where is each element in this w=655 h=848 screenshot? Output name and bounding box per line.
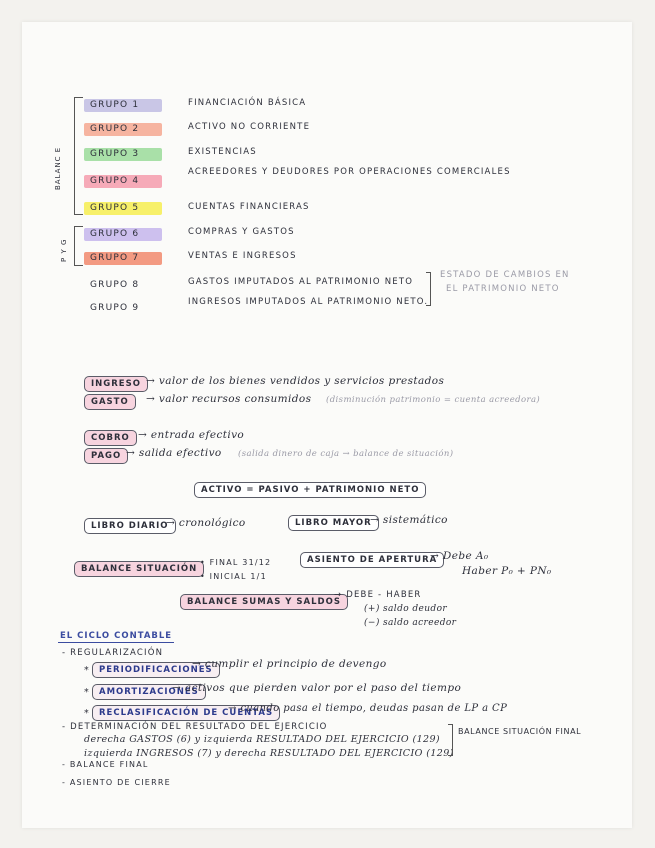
term-amortizaciones: AMORTIZACIONES xyxy=(92,684,206,700)
group-label: GRUPO 1 xyxy=(90,100,140,110)
bullet-1: * xyxy=(84,665,90,676)
def-gasto: → valor recursos consumidos xyxy=(146,393,312,405)
group-label: GRUPO 8 xyxy=(90,280,140,290)
estado-line1: ESTADO DE CAMBIOS EN xyxy=(440,270,570,280)
group-label: GRUPO 9 xyxy=(90,303,140,313)
asiento-debe: → Debe A₀ xyxy=(430,550,489,562)
group-description: ACREEDORES Y DEUDORES POR OPERACIONES COMERCIALES xyxy=(188,167,511,177)
group-description: VENTAS E INGRESOS xyxy=(188,251,297,261)
sumas-saldos-box: BALANCE SUMAS Y SALDOS xyxy=(180,594,348,610)
ciclo-det-note: BALANCE SITUACIÓN FINAL xyxy=(458,727,582,736)
bullet-3: * xyxy=(84,708,90,719)
balance-side-label: BALANC E xyxy=(54,146,62,190)
balance-situacion-box: BALANCE SITUACIÓN xyxy=(74,561,204,577)
group-description: GASTOS IMPUTADOS AL PATRIMONIO NETO xyxy=(188,277,414,287)
sumas-line2: (+) saldo deudor xyxy=(364,604,448,614)
def-amortizaciones: → activos que pierden valor por el paso del tiempo xyxy=(172,682,462,694)
det-bracket xyxy=(448,724,453,756)
libro-diario-text: → cronológico xyxy=(166,517,246,529)
ciclo-det-line2: izquierda INGRESOS (7) y derecha RESULTADO DEL EJERCICIO (129) xyxy=(84,748,454,759)
estado-line2: EL PATRIMONIO NETO xyxy=(446,284,560,294)
group-label: GRUPO 5 xyxy=(90,203,140,213)
equation-box: ACTIVO = PASIVO + PATRIMONIO NETO xyxy=(194,482,426,498)
group-description: ACTIVO NO CORRIENTE xyxy=(188,122,311,132)
note-gasto: (disminución patrimonio = cuenta acreedora) xyxy=(326,395,541,405)
term-periodificaciones: PERIODIFICACIONES xyxy=(92,662,220,678)
def-reclasificacion: → cuando pasa el tiempo, deudas pasan de LP a CP xyxy=(228,703,508,714)
ciclo-det-line1: derecha GASTOS (6) y izquierda RESULTADO DEL EJERCICIO (129) xyxy=(84,734,441,745)
balance-inicial: • INICIAL 1/1 xyxy=(200,572,267,581)
ciclo-asiento-cierre: - ASIENTO DE CIERRE xyxy=(62,778,171,787)
group-description: COMPRAS Y GASTOS xyxy=(188,227,295,237)
libro-mayor-box: LIBRO MAYOR xyxy=(288,515,379,531)
term-pago: PAGO xyxy=(84,448,128,464)
group-description: FINANCIACIÓN BÁSICA xyxy=(188,98,307,108)
group-label: GRUPO 3 xyxy=(90,149,140,159)
note-pago: (salida dinero de caja → balance de situación) xyxy=(238,449,454,459)
ciclo-title: EL CICLO CONTABLE xyxy=(60,631,173,641)
pyg-side-label: P Y G xyxy=(60,238,68,262)
ciclo-determinacion: - DETERMINACIÓN DEL RESULTADO DEL EJERCICIO xyxy=(62,722,328,732)
balance-bracket xyxy=(74,97,83,215)
asiento-haber: Haber P₀ + PN₀ xyxy=(462,565,552,577)
ciclo-regularizacion: - REGULARIZACIÓN xyxy=(62,648,164,658)
group-label: GRUPO 7 xyxy=(90,253,140,263)
pyg-bracket xyxy=(74,226,83,266)
sumas-line1: → DEBE - HABER xyxy=(334,590,422,600)
libro-mayor-text: → sistemático xyxy=(370,514,448,526)
def-ingreso: → valor de los bienes vendidos y servicios prestados xyxy=(146,375,445,387)
bullet-2: * xyxy=(84,687,90,698)
group-label: GRUPO 2 xyxy=(90,124,140,134)
def-pago: → salida efectivo xyxy=(126,447,222,459)
balance-final: • FINAL 31/12 xyxy=(200,558,272,567)
estado-bracket xyxy=(426,272,431,306)
def-cobro: → entrada efectivo xyxy=(138,429,245,441)
term-cobro: COBRO xyxy=(84,430,137,446)
group-description: CUENTAS FINANCIERAS xyxy=(188,202,310,212)
ciclo-balance-final: - BALANCE FINAL xyxy=(62,760,149,769)
sumas-line3: (−) saldo acreedor xyxy=(364,618,457,628)
term-ingreso: INGRESO xyxy=(84,376,148,392)
term-gasto: GASTO xyxy=(84,394,136,410)
group-label: GRUPO 6 xyxy=(90,229,140,239)
asiento-apertura-box: ASIENTO DE APERTURA xyxy=(300,552,444,568)
group-label: GRUPO 4 xyxy=(90,176,140,186)
term-reclasificacion: RECLASIFICACIÓN DE CUENTAS xyxy=(92,705,280,721)
def-periodificaciones: → cumplir el principio de devengo xyxy=(192,658,387,670)
libro-diario-box: LIBRO DIARIO xyxy=(84,518,176,534)
group-description: INGRESOS IMPUTADOS AL PATRIMONIO NETO. xyxy=(188,297,429,307)
group-description: EXISTENCIAS xyxy=(188,147,257,157)
